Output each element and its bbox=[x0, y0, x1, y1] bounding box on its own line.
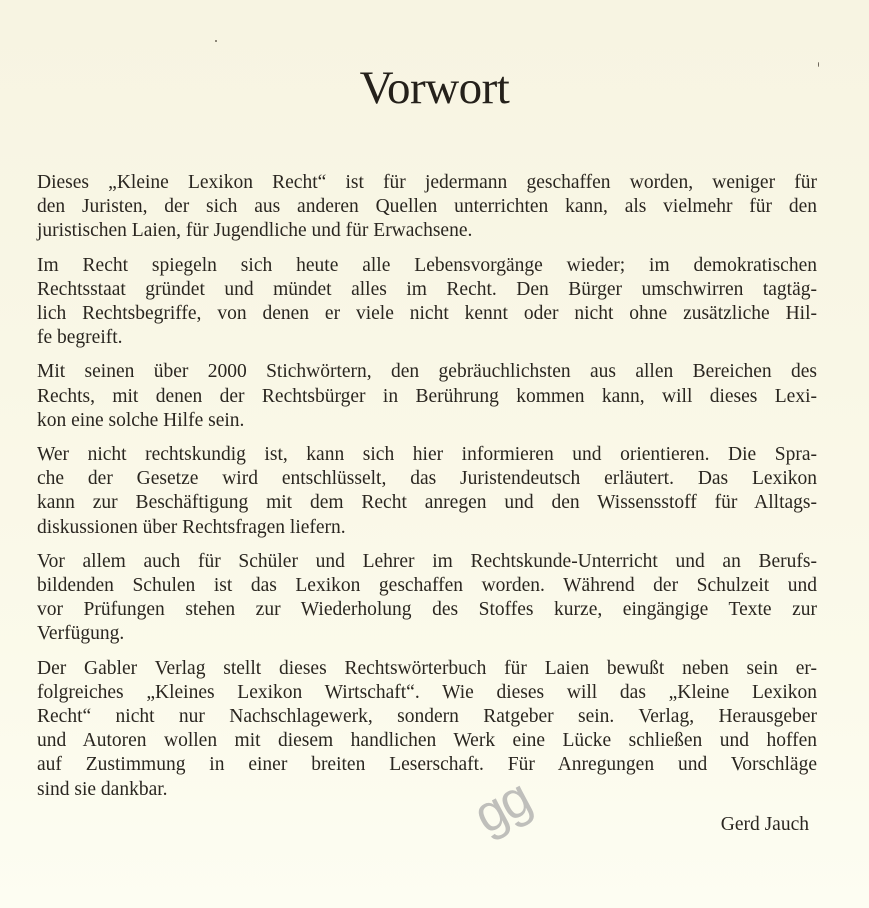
text-line: bildenden Schulen ist das Lexikon geschaffen worden. Während der Schulzeit und bbox=[37, 575, 817, 597]
text-line: Mit seinen über 2000 Stichwörtern, den gebräuchlichsten aus allen Bereichen des bbox=[37, 361, 817, 383]
text-line: Verfügung. bbox=[37, 623, 125, 645]
paragraph bbox=[37, 443, 817, 540]
text-line: juristischen Laien, für Jugendliche und für Erwachsene. bbox=[37, 220, 473, 242]
paragraph bbox=[37, 550, 817, 647]
text-line: Wer nicht rechtskundig ist, kann sich hier informieren und orientieren. Die Spra- bbox=[37, 444, 817, 466]
watermark: gg bbox=[464, 768, 540, 846]
paper-speck bbox=[215, 40, 217, 42]
text-line: Dieses „Kleine Lexikon Recht“ ist für jedermann geschaffen worden, weniger für bbox=[37, 172, 817, 193]
text-line: fe begreift. bbox=[37, 327, 123, 349]
text-line: Im Recht spiegeln sich heute alle Lebensvorgänge wieder; im demokratischen bbox=[37, 254, 817, 276]
author-signature: Gerd Jauch bbox=[720, 814, 809, 835]
page-title: Vorwort bbox=[359, 62, 510, 114]
text-line: Der Gabler Verlag stellt dieses Rechtswörterbuch für Laien bewußt neben sein er- bbox=[37, 657, 817, 679]
text-line: Rechtsstaat gründet und mündet alles im Recht. Den Bürger umschwirren tagtäg- bbox=[37, 278, 817, 300]
text-line: den Juristen, der sich aus anderen Quellen unterrichten kann, als vielmehr für den bbox=[37, 196, 817, 218]
text-line: kon eine solche Hilfe sein. bbox=[37, 409, 245, 431]
text-line: kann zur Beschäftigung mit dem Recht anregen und den Wissensstoff für Alltags- bbox=[37, 492, 817, 514]
paragraph bbox=[37, 657, 817, 802]
text-line: Vor allem auch für Schüler und Lehrer im Rechtskunde-Unterricht und an Berufs- bbox=[37, 550, 817, 572]
text-line: Recht“ nicht nur Nachschlagewerk, sondern Ratgeber sein. Verlag, Herausgeber bbox=[37, 706, 817, 728]
text-line: vor Prüfungen stehen zur Wiederholung des Stoffes kurze, eingängige Texte zur bbox=[37, 599, 817, 621]
preface-body bbox=[37, 171, 817, 812]
text-line: che der Gesetze wird entschlüsselt, das Juristendeutsch erläutert. Das Lexikon bbox=[37, 468, 817, 490]
paragraph bbox=[37, 254, 817, 351]
text-line: sind sie dankbar. bbox=[37, 778, 168, 800]
text-line: lich Rechtsbegriffe, von denen er viele nicht kennt oder nicht ohne zusätzliche Hil- bbox=[37, 303, 817, 325]
text-line: Rechts, mit denen der Rechtsbürger in Berührung kommen kann, will dieses Lexi- bbox=[37, 385, 817, 407]
text-line: folgreiches „Kleines Lexikon Wirtschaft“. Wie dieses will das „Kleine Lexikon bbox=[37, 681, 817, 703]
paragraph bbox=[37, 360, 817, 433]
paragraph bbox=[37, 171, 817, 244]
text-line: und Autoren wollen mit diesem handlichen Werk eine Lücke schließen und hoffen bbox=[37, 730, 817, 752]
text-line: auf Zustimmung in einer breiten Leserschaft. Für Anregungen und Vorschläge bbox=[37, 754, 817, 776]
text-line: diskussionen über Rechtsfragen liefern. bbox=[37, 516, 346, 538]
